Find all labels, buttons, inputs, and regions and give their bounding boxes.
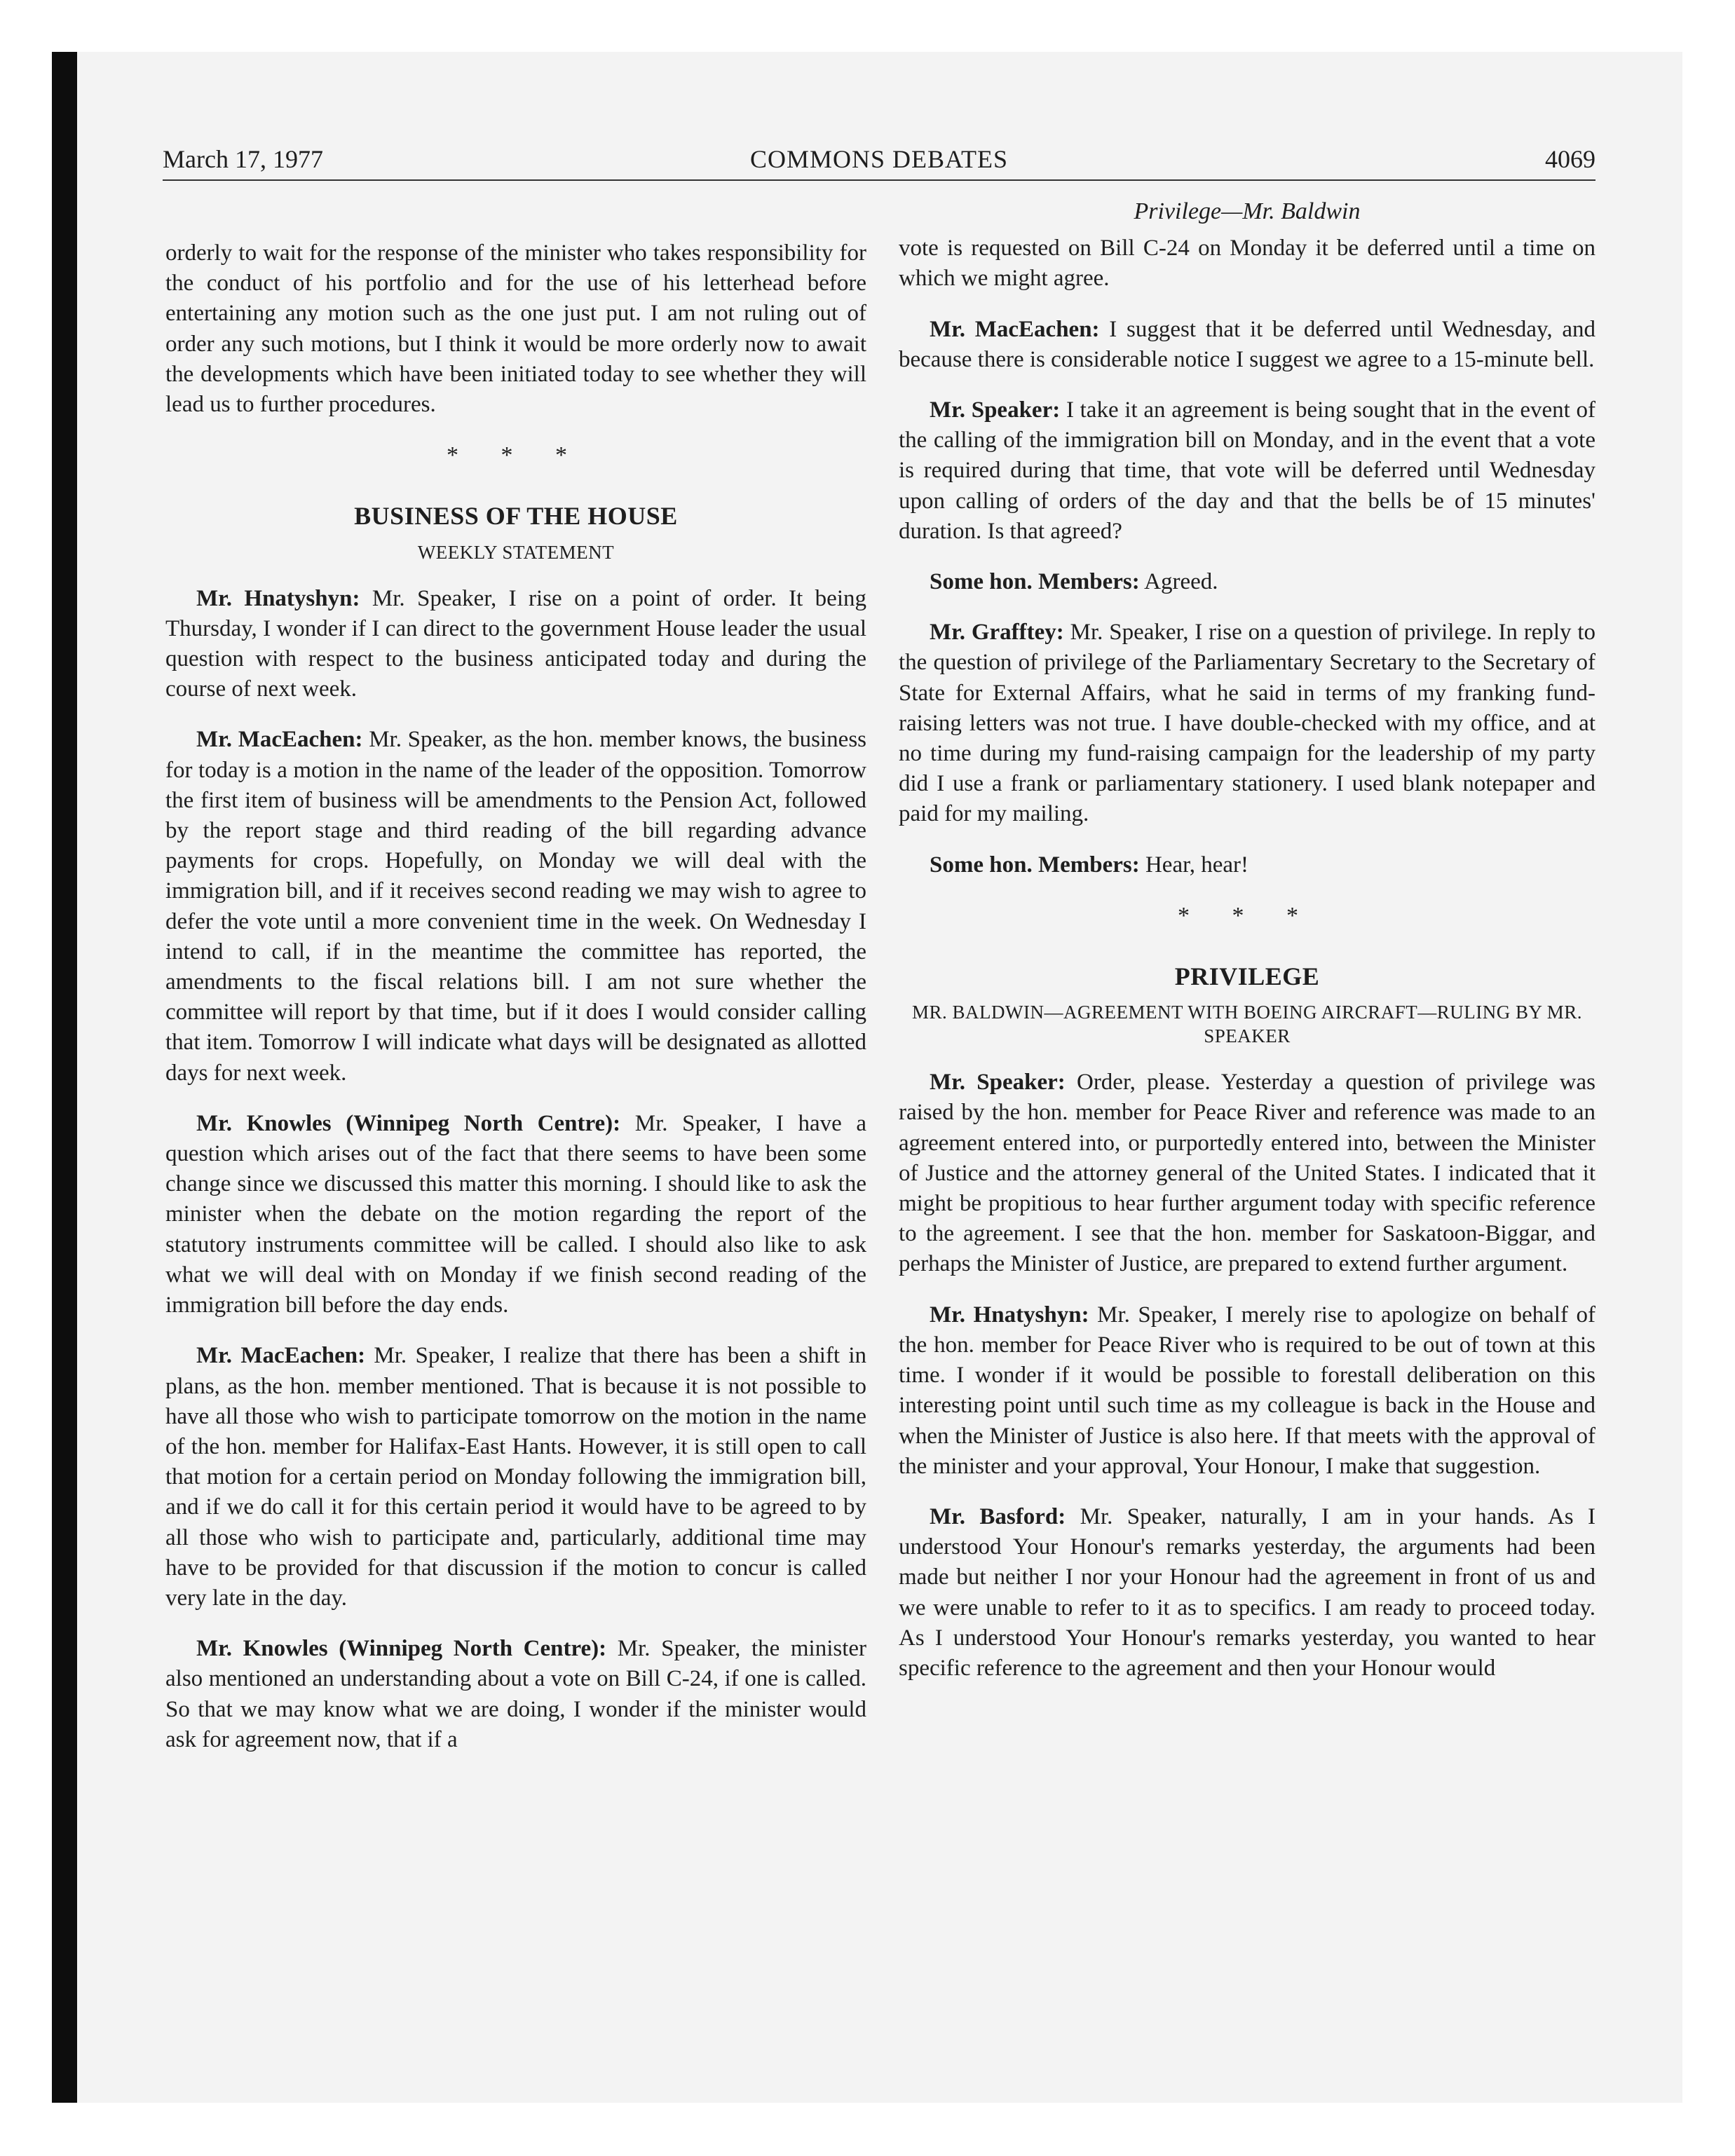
- speech-text: Mr. Speaker, naturally, I am in your hands. As I understood Your Honour's remarks yesterday, the arguments had been made but neither I nor your Honour had the agreement in front of us and we were unable to refer to it as to specifics. I am ready to proceed today. As I understood Your Honour's remarks yesterday, you wanted to hear specific reference to the agreement and then your Honour would: [899, 1503, 1595, 1681]
- speech-text: I suggest that it be deferred until Wednesday, and because there is considerable notice I suggest we agree to a 15-minute bell.: [899, 316, 1596, 372]
- speech-text: Mr. Speaker, I have a question which arises out of the fact that there seems to have been some change since we discussed this matter this morning. I should like to ask the minister when the debate on the motion regarding the report of the statutory instruments committee will be called. I should also like to ask what we will deal with on Monday if we finish second reading of the immigration bill before the day ends.: [165, 1110, 866, 1318]
- speaker-name: Mr. MacEachen:: [196, 1343, 366, 1369]
- speaker-name: Mr. Hnatyshyn:: [930, 1302, 1089, 1328]
- speech-text: Mr. Speaker, the minister also mentioned an understanding about a vote on Bill C-24, if one is called. So that we may know what we are doing, I wonder if the minister would ask for agreement now, that if a: [165, 1636, 867, 1752]
- speaker-name: Mr. Knowles (Winnipeg North Centre):: [196, 1636, 607, 1662]
- speech-paragraph: [899, 618, 1595, 829]
- paragraph-continued: vote is requested on Bill C-24 on Monday it be deferred until a time on which we might agree.: [899, 236, 1595, 292]
- speech-paragraph: [899, 1067, 1595, 1279]
- section-heading: PRIVILEGE: [1174, 962, 1320, 991]
- speech-paragraph: [165, 1109, 866, 1321]
- speech-paragraph: [165, 1341, 866, 1613]
- speech-paragraph: [165, 725, 866, 1088]
- speech-paragraph: [899, 1502, 1595, 1684]
- speaker-name: Mr. MacEachen:: [930, 316, 1100, 342]
- speech-text: Mr. Speaker, I rise on a question of privilege. In reply to the question of privilege of the Parliamentary Secretary to the Secretary of State for External Affairs, what he said in terms of my franking fund-raising letters was not true. I have double-checked with my office, and at no time during my fund-raising campaign for the leadership of my party did I use a frank or parliamentary stationery. I used blank notepaper and paid for my mailing.: [899, 620, 1596, 827]
- speech-text: I take it an agreement is being sought that in the event of the calling of the immigration bill on Monday, and in the event that a vote is required during that time, that vote will be deferred until Wednesday upon calling of orders of the day and that the bells be of 15 minutes' duration. Is that agreed?: [899, 397, 1596, 544]
- speech-paragraph: [899, 395, 1595, 547]
- speech-paragraph: [165, 1634, 866, 1755]
- speech-text: Hear, hear!: [1145, 852, 1249, 878]
- header-page-number: 4069: [1545, 145, 1595, 173]
- speaker-name: Mr. Knowles (Winnipeg North Centre):: [196, 1110, 621, 1136]
- section-separator: * * *: [1178, 902, 1316, 929]
- speaker-name: Some hon. Members:: [930, 852, 1140, 878]
- right-column: [899, 196, 1595, 1704]
- left-column: [165, 238, 866, 1775]
- speech-paragraph: [899, 567, 1595, 597]
- header-title: COMMONS DEBATES: [749, 145, 1009, 173]
- speech-paragraph: [899, 850, 1595, 880]
- speech-text: Agreed.: [1144, 569, 1218, 595]
- speech-text: Mr. Speaker, as the hon. member knows, the business for today is a motion in the name of the leader of the opposition. Tomorrow the first item of business will be amendments to the Pension Act, followed by the report stage and third reading of the bill regarding advance payments for crops. Hopefully, on Monday we will deal with the immigration bill, and if it receives second reading we may wish to agree to defer the vote until a more convenient time in the week. On Wednesday I intend to call, if in the meantime the committee has reported, the amendments to the fiscal relations bill. I am not sure whether the committee will report by that time, but if it does I would consider calling that item. Tomorrow I will indicate what days will be designated as allotted days for next week.: [165, 727, 867, 1086]
- speech-text: Mr. Speaker, I realize that there has been a shift in plans, as the hon. member mentioned. That is because it is not possible to have all those who wish to participate tomorrow on the motion in the name of the hon. member for Halifax-East Hants. However, it is still open to call that motion for a certain period on Monday following the immigration bill, and if we do call it for this certain period it would have to be agreed to by all those who wish to participate and, particularly, additional time may have to be provided for that discussion if the motion to concur is called very late in the day.: [165, 1343, 866, 1611]
- speaker-name: Some hon. Members:: [930, 569, 1140, 595]
- speaker-name: Mr. Speaker:: [930, 1070, 1066, 1096]
- page-header: [163, 140, 1595, 181]
- speaker-name: Mr. Basford:: [930, 1503, 1066, 1529]
- speech-text: Order, please. Yesterday a question of privilege was raised by the hon. member for Peace River and reference was made to an agreement entered into, or purportedly entered into, between the Minister of Justice and the attorney general of the United States. I indicated that it might be propitious to hear further argument today with specific reference to the agreement. I see that the hon. member for Saskatoon-Biggar, and perhaps the Minister of Justice, are prepared to extend further argument.: [899, 1070, 1596, 1277]
- speaker-name: Mr. Speaker:: [930, 397, 1061, 423]
- running-head: Privilege—Mr. Baldwin: [1134, 198, 1361, 224]
- section-separator: * * *: [447, 442, 585, 469]
- section-subheading: WEEKLY STATEMENT: [417, 541, 615, 563]
- speaker-name: Mr. Grafftey:: [930, 620, 1064, 646]
- section-subheading: MR. BALDWIN—AGREEMENT WITH BOEING AIRCRAFT—RULING BY MR. SPEAKER: [912, 1002, 1582, 1047]
- speech-paragraph: [165, 584, 866, 705]
- speech-paragraph: [899, 1300, 1595, 1482]
- speaker-name: Mr. Hnatyshyn:: [196, 585, 360, 611]
- header-date: March 17, 1977: [163, 145, 323, 173]
- section-heading: BUSINESS OF THE HOUSE: [354, 502, 678, 531]
- speech-paragraph: [899, 315, 1595, 375]
- speech-text: Mr. Speaker, I rise on a point of order. It being Thursday, I wonder if I can direct to the government House leader the usual question with respect to the business anticipated today and during the course of next week.: [165, 585, 866, 702]
- speech-text: Mr. Speaker, I merely rise to apologize on behalf of the hon. member for Peace River who is required to be out of town at this time. I wonder if it would be possible to forestall deliberation on this interesting point until such time as my colleague is back in the House and when the Minister of Justice is also here. If that meets with the approval of the minister and your approval, Your Honour, I make that suggestion.: [899, 1302, 1595, 1479]
- paragraph-continued: orderly to wait for the response of the minister who takes responsibility for the conduct of his portfolio and for the use of his letterhead before entertaining any motion such as the one just put. I am not ruling out of order any such motions, but I think it would be more orderly now to await the developments which have been initiated today to see whether they will lead us to further procedures.: [165, 240, 866, 418]
- speaker-name: Mr. MacEachen:: [196, 727, 363, 753]
- scan-binding-edge: [52, 52, 77, 2103]
